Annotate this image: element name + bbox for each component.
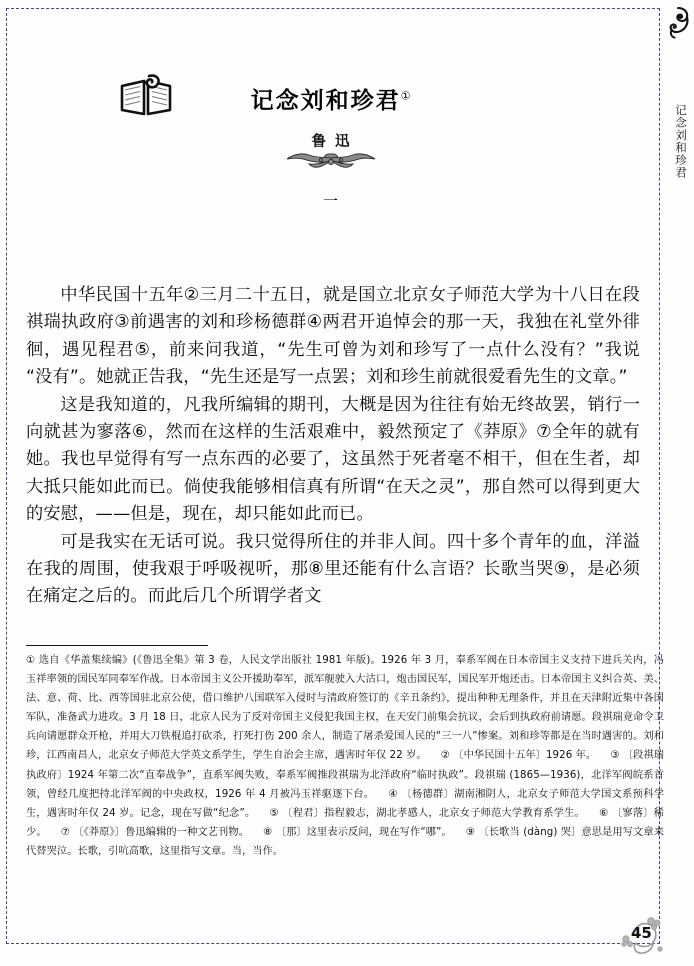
footnote-item: ⑦ 〔《莽原》〕鲁迅编辑的一种文艺刊物。 — [60, 826, 250, 838]
footnote-item: ③ 〔段祺瑞执政府〕1924 年第二次“直奉战争”，直系军阀失败，奉系军阀推段祺瑞为北洋政府“临时执政”。段祺瑞 (1865—1936)，北洋军阀皖系首领，曾经几度把持北洋军阀的中央政权，1926 年 4 月被冯玉祥驱逐下台。 — [26, 750, 664, 800]
article-header — [0, 62, 661, 212]
body-paragraph: 中华民国十五年②三月二十五日，就是国立北京女子师范大学为十八日在段祺瑞执政府③前遇害的刘和珍杨德群④两君开追悼会的那一天，我独在礼堂外徘徊，遇见程君⑤，前来问我道，“先生可曾为刘和珍写了一点什么没有？”我说“没有”。她就正告我，“先生还是写一点罢；刘和珍生前就很爱看先生的文章。” — [26, 285, 640, 388]
footnote-item: ④ 〔杨德群〕湖南湘阴人，北京女子师范大学国文系预科学生，遇害时年仅 24 岁。记念，现在写做“纪念”。 — [26, 788, 664, 819]
title-footnote-marker: ① — [400, 89, 411, 103]
footnote-block — [26, 651, 664, 861]
footnote-item: ⑨ 〔长歌当 (dàng) 哭〕意思是用写文章来代替哭泣。长歌，引吭高歌，这里指写文章。当，当作。 — [26, 826, 665, 857]
footnote-item: ② 〔中华民国十五年〕1926 年。 — [440, 750, 597, 762]
page-title — [0, 82, 661, 115]
side-tab-chapter-label: 记念刘和珍君 — [674, 104, 688, 179]
section-number: 一 — [322, 192, 338, 210]
body-paragraph: 这是我知道的，凡我所编辑的期刊，大概是因为往往有始无终故罢，销行一向就甚为寥落⑥，然而在这样的生活艰难中，毅然预定了《莽原》⑦全年的就有她。我也早觉得有写一点东西的必要了，这虽然于死者毫不相干，但在生者，却大抵只能如此而已。倘使我能够相信真有所谓“在天之灵”，那自然可以得到更大的安慰，——但是，现在，却只能如此而已。 — [26, 394, 640, 525]
article-body — [26, 282, 640, 611]
footnote-item: ① 选自《华盖集续编》(《鲁迅全集》第 3 卷，人民文学出版社 1981 年版)。1926 年 3 月，奉系军阀在日本帝国主义支持下进兵关内，冯玉祥率领的国民军同奉军作战。日本帝国主义公开援助奉军，派军舰驶入大沽口，炮击国民军，国民军开炮还击。日本帝国主义纠合英、美、法、意、荷、比、西等国驻北京公使，借口维护八国联军入侵时与清政府签订的《辛丑条约》，提出种种无理条件，并且在天津附近集中各国军队，准备武力进攻。3 月 18 日，北京人民为了反对帝国主义侵犯我国主权，在天安门前集会抗议，会后到执政府前请愿。段祺瑞竟命令卫兵向请愿群众开枪，并用大刀铁棍追打砍杀，打死打伤 200 余人，制造了屠杀爱国人民的“三一八”惨案。刘和珍等都是在当时遇害的。刘和珍，江西南昌人，北京女子师范大学英文系学生，学生自治会主席，遇害时年仅 22 岁。 — [26, 655, 664, 762]
article-title-text: 记念刘和珍君 — [250, 88, 401, 114]
author-name: 鲁迅 — [311, 134, 359, 150]
right-margin-band — [661, 0, 694, 966]
page-number-group — [620, 916, 676, 958]
floral-flourish-icon — [277, 150, 385, 172]
footnote-separator-rule — [26, 645, 208, 646]
corner-scroll-ornament-icon — [665, 6, 691, 40]
footnote-item: ⑤ 〔程君〕指程毅志，湖北孝感人，北京女子师范大学教育系学生。 — [269, 807, 585, 819]
footnote-item: ⑥ 〔寥落〕稀少。 — [26, 807, 664, 838]
footnote-item: ⑧ 〔那〕这里表示反问，现在写作“哪”。 — [263, 826, 452, 838]
page-number: 45 — [631, 924, 652, 942]
body-paragraph: 可是我实在无话可说。我只觉得所住的并非人间。四十多个青年的血，洋溢在我的周围，使我艰于呼吸视听，那⑧里还能有什么言语？长歌当哭⑨，是必须在痛定之后的。而此后几个所谓学者文 — [26, 531, 640, 607]
